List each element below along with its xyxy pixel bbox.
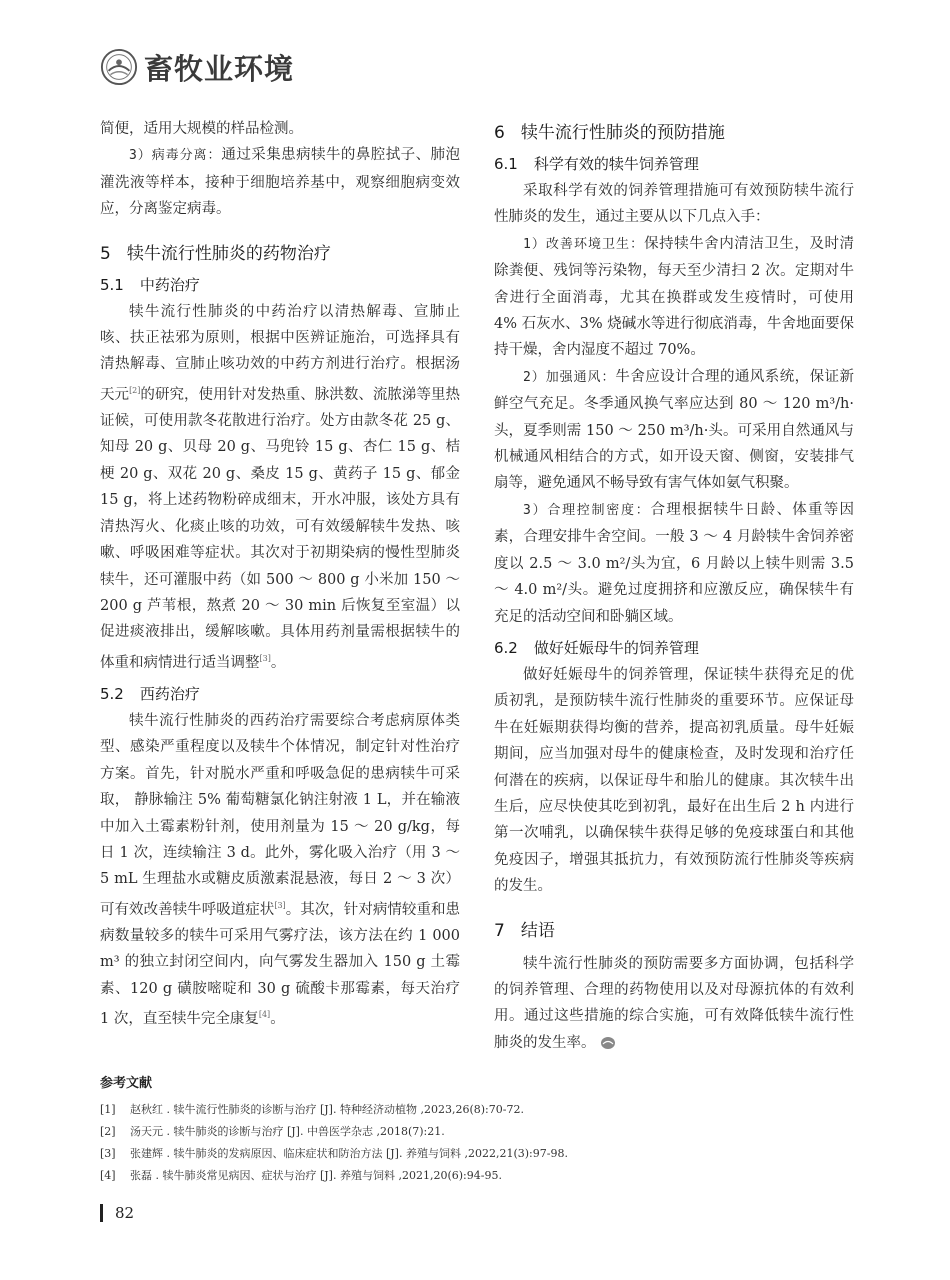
end-mark-icon: [600, 1036, 616, 1050]
footer-bar: [100, 1204, 103, 1222]
section-heading-6-2: 6.2 做好妊娠母牛的饲养管理: [494, 638, 699, 657]
paragraph-tcm-treatment: 犊牛流行性肺炎的中药治疗以清热解毒、宣肺止咳、扶正祛邪为原则，根据中医辨证施治，可选择具有清热解毒、宣肺止咳功效的中药方剂进行治疗。根据汤天元[2]的研究，使用针对发热重、脉洪数、流脓涕等里热证候，可使用款冬花散进行治疗。处方由款冬花 25 g、知母 20 g、贝母 20 g、马兜铃 15 g、杏仁 15 g、桔梗 20 g、双花 20 g、桑皮 15 g、黄药子 15 g、郁金 15 g，将上述药物粉碎成细末，开水冲服，该处方具有清热泻火、化痰止咳的功效，可有效缓解犊牛发热、咳嗽、呼吸困难等症状。其次对于初期染病的慢性型肺炎犊牛，还可灌服中药（如 500 ～ 800 g 小米加 150 ～ 200 g 芦苇根，熬煮 20 ～ 30 min 后恢复至室温）以促进痰液排出，缓解咳嗽。具体用药剂量需根据犊牛的体重和病情进行适当调整[3]。: [100, 303, 461, 671]
paragraph-conclusion: 犊牛流行性肺炎的预防需要多方面协调，包括科学的饲养管理、合理的药物使用以及对母源抗体的有效利用。通过这些措施的综合实施，可有效降低犊牛流行性肺炎的发生率。: [494, 955, 854, 1051]
page-header: [100, 40, 294, 94]
journal-seal-icon: [100, 48, 138, 86]
section-heading-5-1: 5.1 中药治疗: [100, 275, 200, 294]
references-title: 参考文献: [100, 1076, 153, 1091]
paragraph-ventilation: 2）加强通风：牛舍应设计合理的通风系统，保证新鲜空气充足。冬季通风换气率应达到 80 ～ 120 m³/h·头，夏季则需 150 ～ 250 m³/h·头。可采用自然通风与机械通风相结合的方式，如开设天窗、侧窗，安装排气扇等，避免通风不畅导致有害气体如氨气积聚。: [494, 368, 854, 492]
paragraph-density: 3）合理控制密度：合理根据犊牛日龄、体重等因素，合理安排牛舍空间。一般 3 ～ 4 月龄犊牛舍饲养密度以 2.5 ～ 3.0 m²/头为宜，6 月龄以上犊牛则需 3.5 ～ 4.0 m²/头。避免过度拥挤和应激反应，确保犊牛有充足的活动空间和卧躺区域。: [494, 501, 855, 625]
references: [100, 1072, 860, 1187]
section-heading-5-2: 5.2 西药治疗: [100, 684, 200, 703]
right-column: [494, 116, 854, 1056]
page-number: 82: [115, 1204, 135, 1222]
reference-item: [2] 汤天元 . 犊牛肺炎的诊断与治疗 [J]. 中兽医学杂志 ,2018(7):21.: [100, 1125, 445, 1138]
paragraph-western-treatment: 犊牛流行性肺炎的西药治疗需要综合考虑病原体类型、感染严重程度以及犊牛个体情况，制定针对性治疗方案。首先，针对脱水严重和呼吸急促的患病犊牛可采取， 静脉输注 5% 葡萄糖氯化钠注射液 1 L，并在输液中加入土霉素粉针剂，使用剂量为 15 ～ 20 g/kg，每日 1 次，连续输注 3 d。此外，雾化吸入治疗（用 3 ～ 5 mL 生理盐水或糖皮质激素混悬液，每日 2 ～ 3 次）可有效改善犊牛呼吸道症状[3]。其次，针对病情较重和患病数量较多的犊牛可采用气雾疗法，该方法在约 1 000 m³ 的独立封闭空间内，向气雾发生器加入 150 g 土霉素、120 g 磺胺嘧啶和 30 g 硫酸卡那霉素，每天治疗 1 次，直至犊牛完全康复[4]。: [100, 712, 460, 1028]
journal-brand: 畜牧业环境: [144, 51, 295, 86]
page-footer: [100, 1204, 134, 1222]
section-heading-6: 6 犊牛流行性肺炎的预防措施: [494, 123, 725, 143]
citation-3: [3]: [259, 653, 271, 663]
paragraph-pregnant-cow: 做好妊娠母牛的饲养管理，保证犊牛获得充足的优质初乳，是预防犊牛流行性肺炎的重要环节。应保证母牛在妊娠期获得均衡的营养，提高初乳质量。母牛妊娠期间，应当加强对母牛的健康检查，及时发现和治疗任何潜在的疾病，以保证母牛和胎儿的健康。其次犊牛出生后，应尽快使其吃到初乳，最好在出生后 2 h 内进行第一次哺乳，以确保犊牛获得足够的免疫球蛋白和其他免疫因子，增强其抵抗力，有效预防流行性肺炎等疾病的发生。: [494, 666, 854, 895]
citation-3: [3]: [274, 900, 286, 910]
reference-item: [4] 张磊 . 犊牛肺炎常见病因、症状与治疗 [J]. 养殖与饲料 ,2021,20(6):94-95.: [100, 1169, 502, 1182]
reference-item: [3] 张建辉 . 犊牛肺炎的发病原因、临床症状和防治方法 [J]. 养殖与饲料 ,2022,21(3):97-98.: [100, 1147, 568, 1160]
paragraph-virus-isolation: 3）病毒分离：通过采集患病犊牛的鼻腔拭子、肺泡灌洗液等样本，接种于细胞培养基中，观察细胞病变效应，分离鉴定病毒。: [100, 147, 460, 218]
citation-4: [4]: [258, 1010, 271, 1020]
section-heading-7: 7 结语: [494, 920, 555, 941]
reference-item: [1] 赵秋红 . 犊牛流行性肺炎的诊断与治疗 [J]. 特种经济动植物 ,2023,26(8):70-72.: [100, 1103, 524, 1116]
paragraph-continued: 简便，适用大规模的样品检测。: [100, 121, 303, 137]
paragraph-feeding-intro: 采取科学有效的饲养管理措施可有效预防犊牛流行性肺炎的发生，通过主要从以下几点入手：: [494, 183, 854, 226]
left-column: [100, 116, 460, 1033]
section-heading-5: 5 犊牛流行性肺炎的药物治疗: [100, 243, 331, 264]
section-heading-6-1: 6.1 科学有效的犊牛饲养管理: [494, 155, 699, 173]
paragraph-hygiene: 1）改善环境卫生：保持犊牛舍内清洁卫生，及时清除粪便、残饲等污染物，每天至少清扫 2 次。定期对牛舍进行全面消毒，尤其在换群或发生疫情时，可使用 4% 石灰水、3% 烧碱水等进行彻底消毒，牛舍地面要保持干燥，舍内湿度不超过 70%。: [494, 235, 855, 359]
citation-2: [2]: [129, 385, 141, 395]
